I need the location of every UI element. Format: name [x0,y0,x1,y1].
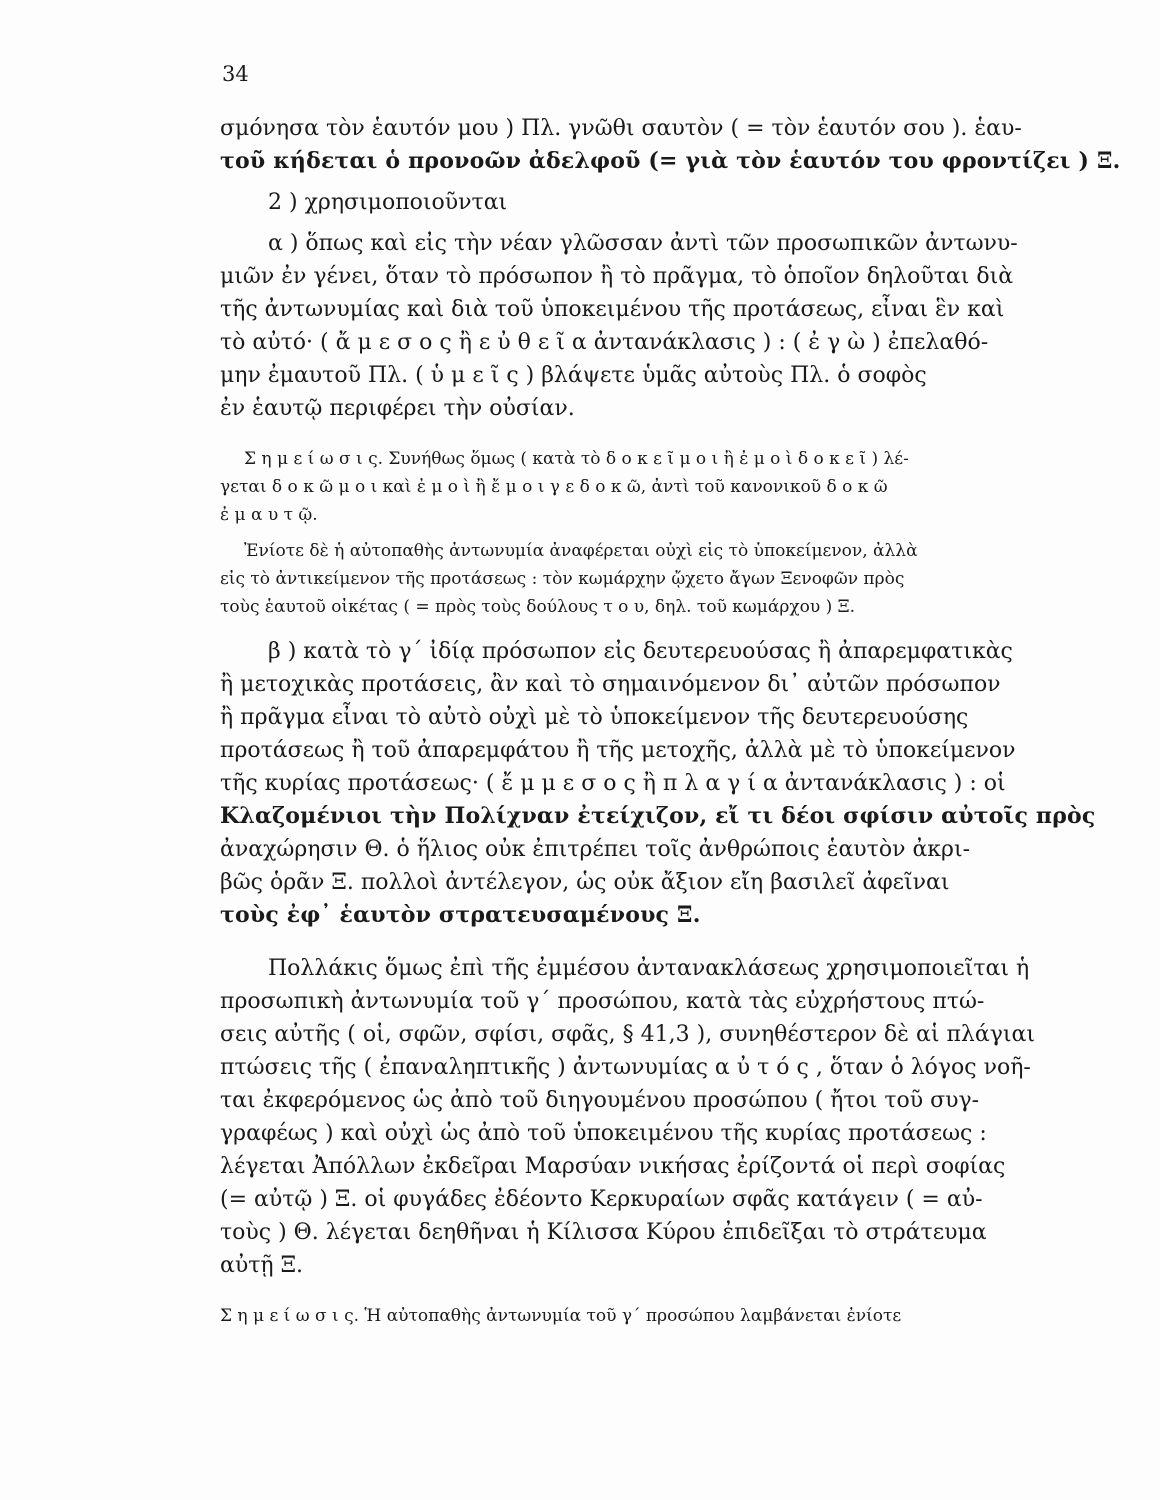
note-line: Σ η μ ε ί ω σ ι ς. Ἡ αὐτοπαθὴς ἀντωνυμία τοῦ γ΄ προσώπου λαμβάνεται ἐνίοτε [220,1306,902,1326]
text-line: Κλαζομένιοι τὴν Πολίχναν ἐτείχιζον, εἴ τι δέοι σφίσιν αὐτοῖς πρὸς [220,803,1096,829]
text-line: λέγεται Ἀπόλλων ἐκδεῖραι Μαρσύαν νικήσας ἐρίζοντά οἱ περὶ σοφίας [220,1154,1006,1179]
text-line: ται ἐκφερόμενος ὡς ἀπὸ τοῦ διηγουμένου προσώπου ( ἤτοι τοῦ συγ- [220,1088,980,1113]
text-line: τῆς κυρίας προτάσεως· ( ἔ μ μ ε σ ο ς ἢ π λ α γ ί α ἀντανάκλασις ) : οἱ [220,771,1006,796]
text-line: μην ἐμαυτοῦ Πλ. ( ὑ μ ε ῖ ς ) βλάψετε ὑμᾶς αὐτοὺς Πλ. ὁ σοφὸς [220,363,927,388]
note-line: Ἐνίοτε δὲ ἡ αὐτοπαθὴς ἀντωνυμία ἀναφέρεται οὐχὶ εἰς τὸ ὑποκείμενον, ἀλλὰ [244,541,918,561]
text-line: τῆς ἀντωνυμίας καὶ διὰ τοῦ ὑποκειμένου τῆς προτάσεως, εἶναι ἓν καὶ [220,297,1005,322]
text-line: ἐν ἑαυτῷ περιφέρει τὴν οὐσίαν. [220,396,575,421]
text-line: ἢ μετοχικὰς προτάσεις, ἂν καὶ τὸ σημαινόμενον δι᾽ αὐτῶν πρόσωπον [220,672,1001,697]
text-line: β ) κατὰ τὸ γ΄ ἰδίᾳ πρόσωπον εἰς δευτερευούσας ἢ ἀπαρεμφατικὰς [268,639,1013,664]
text-line: μιῶν ἐν γένει, ὅταν τὸ πρόσωπον ἢ τὸ πρᾶγμα, τὸ ὁποῖον δηλοῦται διὰ [220,264,1014,289]
text-line: τοὺς ) Θ. λέγεται δεηθῆναι ἡ Κίλισσα Κύρου ἐπιδεῖξαι τὸ στράτευμα [220,1220,987,1245]
text-line: τὸ αὐτό· ( ἄ μ ε σ ο ς ἢ ε ὐ θ ε ῖ α ἀντανάκλασις ) : ( ἐ γ ὼ ) ἐπελαθό- [220,330,989,355]
text-line: 2 ) χρησιμοποιοῦνται [268,190,508,215]
text-line: βῶς ὁρᾶν Ξ. πολλοὶ ἀντέλεγον, ὡς οὐκ ἄξιον εἴη βασιλεῖ ἀφεῖναι [220,870,950,895]
text-line: προσωπικὴ ἀντωνυμία τοῦ γ΄ προσώπου, κατὰ τὰς εὐχρήστους πτώ- [220,989,985,1014]
text-line: γραφέως ) καὶ οὐχὶ ὡς ἀπὸ τοῦ ὑποκειμένου τῆς κυρίας προτάσεως : [220,1121,987,1146]
text-line: Πολλάκις ὅμως ἐπὶ τῆς ἐμμέσου ἀντανακλάσεως χρησιμοποιεῖται ἡ [268,956,1030,981]
text-line: (= αὐτῷ ) Ξ. οἱ φυγάδες ἐδέοντο Κερκυραίων σφᾶς κατάγειν ( = αὐ- [220,1187,983,1212]
text-line: α ) ὅπως καὶ εἰς τὴν νέαν γλῶσσαν ἀντὶ τῶν προσωπικῶν ἀντωνυ- [268,231,1018,256]
note-line: γεται δ ο κ ῶ μ ο ι καὶ ἐ μ ο ὶ ἢ ἔ μ ο ι γ ε δ ο κ ῶ, ἀντὶ τοῦ κανονικοῦ δ ο κ ῶ [220,477,888,497]
text-line: πτώσεις τῆς ( ἐπαναληπτικῆς ) ἀντωνυμίας α ὐ τ ό ς , ὅταν ὁ λόγος νοῆ- [220,1055,1031,1080]
text-line: τοὺς ἐφ᾽ ἑαυτὸν στρατευσαμένους Ξ. [220,902,701,928]
text-line: ἢ πρᾶγμα εἶναι τὸ αὐτὸ οὐχὶ μὲ τὸ ὑποκείμενον τῆς δευτερευούσης [220,705,969,730]
note-line: Σ η μ ε ί ω σ ι ς. Συνήθως ὅμως ( κατὰ τὸ δ ο κ ε ῖ μ ο ι ἢ ἐ μ ο ὶ δ ο κ ε ῖ ) λέ- [244,449,909,469]
note-line: ἐ μ α υ τ ῷ. [220,505,318,525]
text-line: προτάσεως ἢ τοῦ ἀπαρεμφάτου ἢ τῆς μετοχῆς, ἀλλὰ μὲ τὸ ὑποκείμενον [220,738,1016,763]
text-line: σμόνησα τὸν ἑαυτόν μου ) Πλ. γνῶθι σαυτὸν ( = τὸν ἑαυτόν σου ). ἑαυ- [220,116,1022,141]
page-number: 34 [222,62,249,86]
text-line: σεις αὐτῆς ( οἱ, σφῶν, σφίσι, σφᾶς, § 41,3 ), συνηθέστερον δὲ αἱ πλάγιαι [220,1022,1035,1047]
page-body [220,112,1121,1330]
note-line: εἰς τὸ ἀντικείμενον τῆς προτάσεως : τὸν κωμάρχην ᾤχετο ἄγων Ξενοφῶν πρὸς [220,569,905,589]
text-line: τοῦ κήδεται ὁ προνοῶν ἀδελφοῦ (= γιὰ τὸν ἑαυτόν του φροντίζει ) Ξ. [220,148,1121,174]
text-line: ἀναχώρησιν Θ. ὁ ἥλιος οὐκ ἐπιτρέπει τοῖς ἀνθρώποις ἑαυτὸν ἀκρι- [220,837,971,862]
text-line: αὐτῇ Ξ. [220,1253,304,1278]
note-line: τοὺς ἑαυτοῦ οἰκέτας ( = πρὸς τοὺς δούλους τ ο υ, δηλ. τοῦ κωμάρχου ) Ξ. [220,597,855,617]
